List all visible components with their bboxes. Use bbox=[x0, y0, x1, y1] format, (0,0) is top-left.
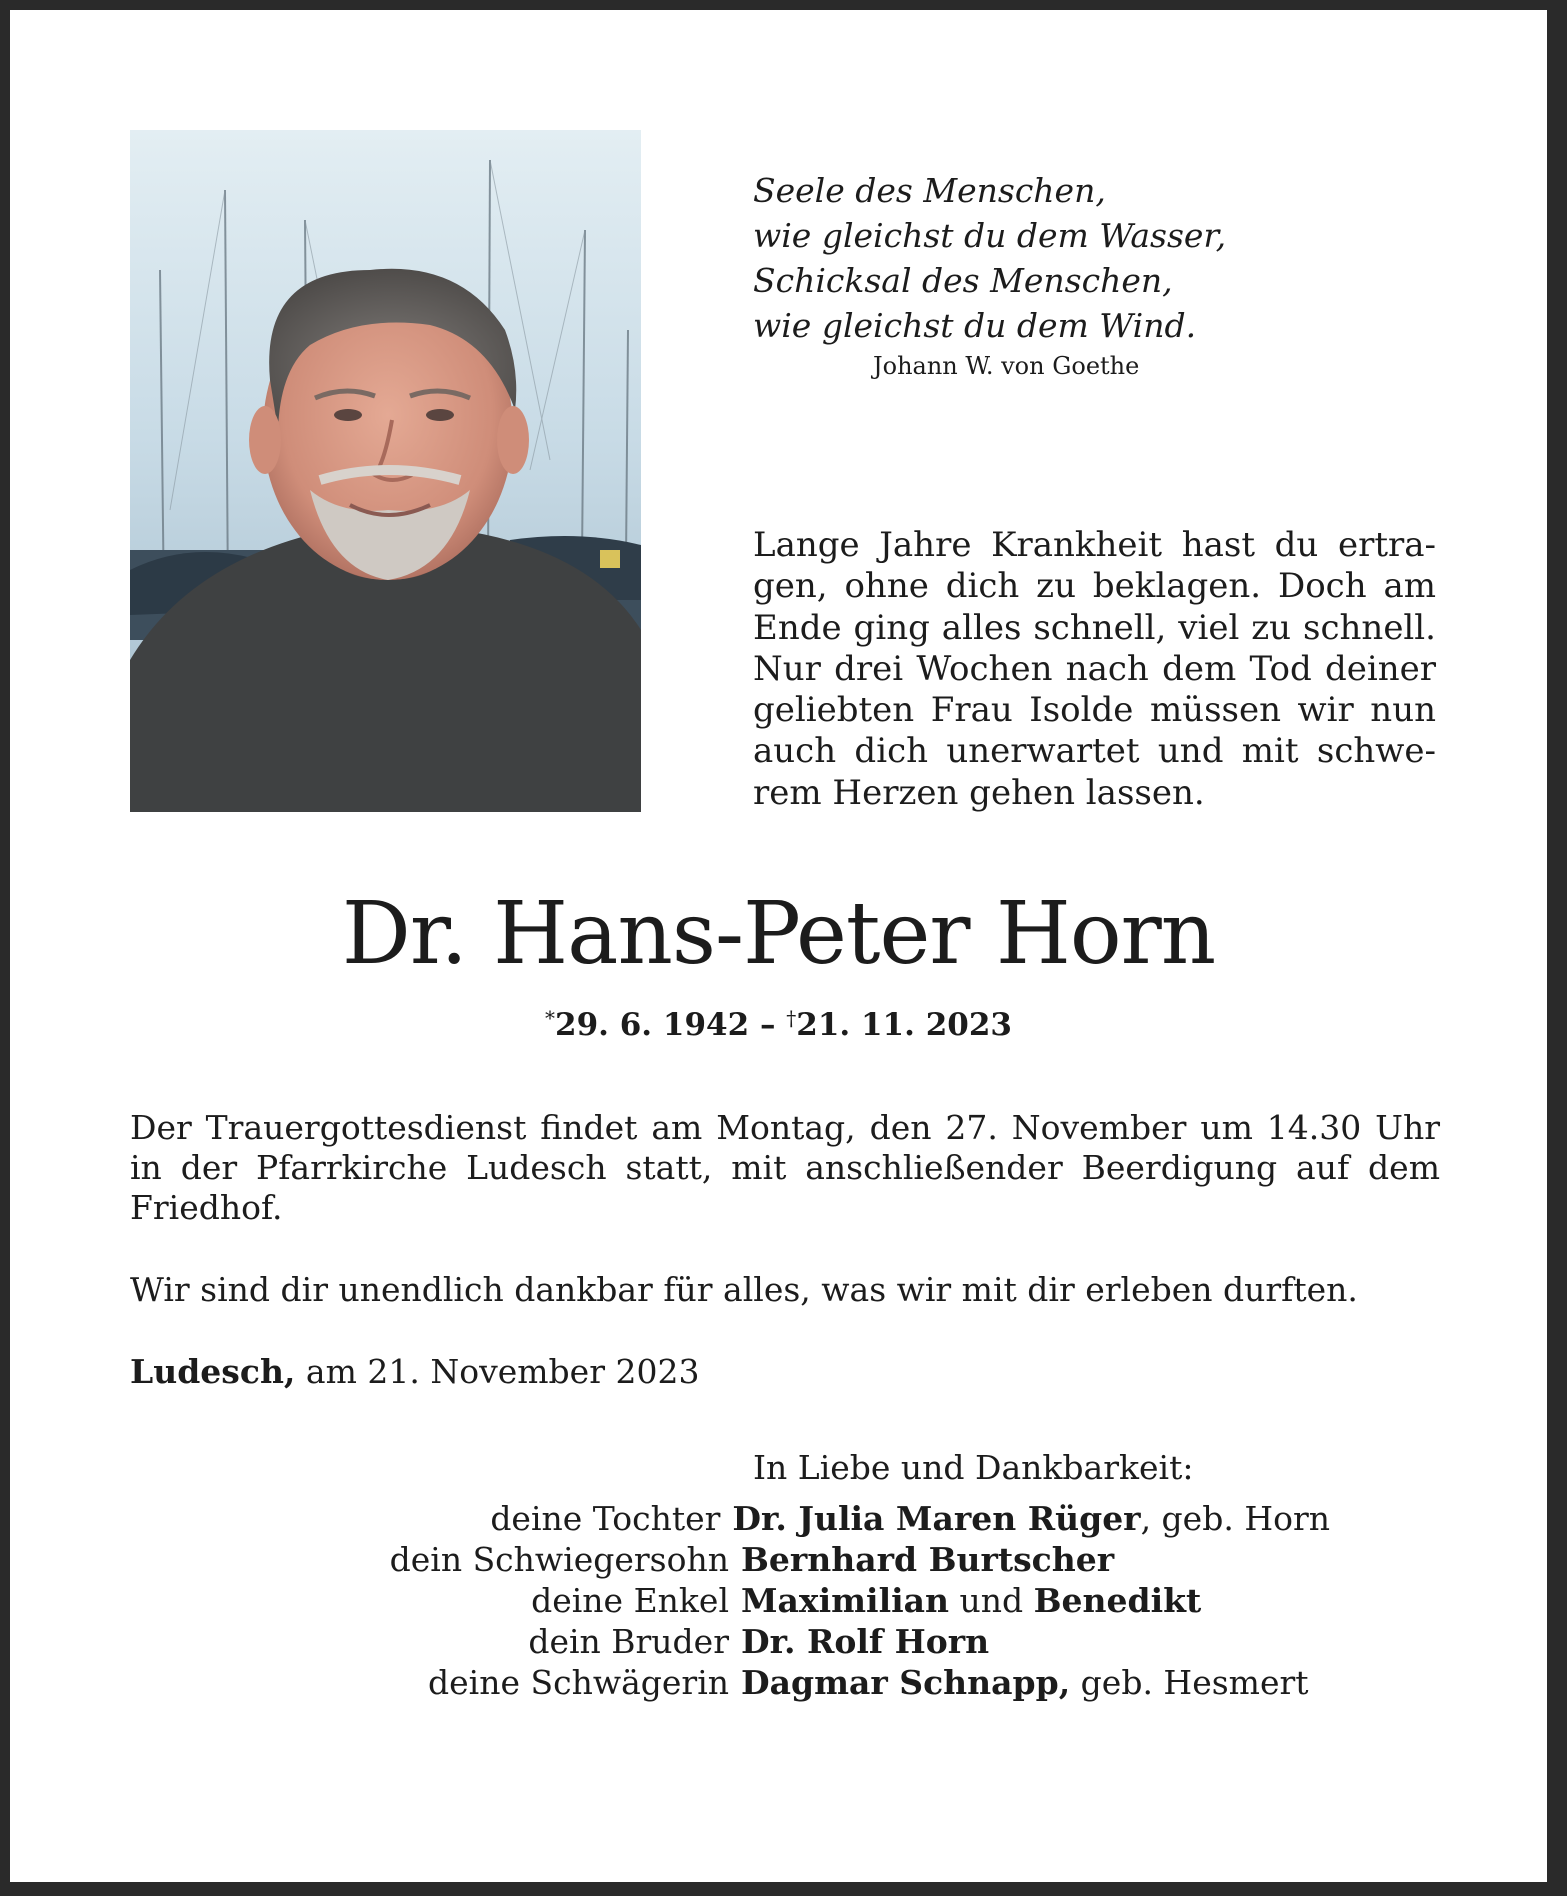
tribute-line: geliebten Frau Isolde müssen wir nun bbox=[753, 690, 1436, 731]
portrait-image bbox=[130, 130, 641, 812]
family-name-bold: Bernhard Burtscher bbox=[741, 1540, 1115, 1579]
family-connector: und bbox=[949, 1581, 1034, 1620]
tribute-line: auch dich unerwartet und mit schwe- bbox=[753, 731, 1436, 772]
service-line: Friedhof. bbox=[130, 1188, 283, 1227]
portrait-photo bbox=[130, 130, 641, 812]
family-name-bold: Benedikt bbox=[1033, 1581, 1202, 1620]
place-town: Ludesch, bbox=[130, 1352, 296, 1391]
poem-line: wie gleichst du dem Wind. bbox=[753, 306, 1197, 345]
poem-author: Johann W. von Goethe bbox=[873, 352, 1140, 380]
birth-date: 29. 6. 1942 bbox=[555, 1007, 750, 1043]
family-intro: In Liebe und Dankbarkeit: bbox=[753, 1448, 1194, 1487]
death-symbol: † bbox=[786, 1006, 797, 1030]
family-relation: dein Schwiegersohn bbox=[389, 1540, 729, 1579]
tribute-line: Ende ging alles schnell, viel zu schnell. bbox=[753, 607, 1436, 648]
family-name bbox=[741, 1662, 1309, 1703]
family-name bbox=[741, 1621, 989, 1662]
place-date bbox=[130, 1352, 699, 1391]
tribute-line: Nur drei Wochen nach dem Tod deiner bbox=[753, 648, 1436, 689]
tribute-line: rem Herzen gehen lassen. bbox=[753, 772, 1205, 813]
family-relation: deine Tochter bbox=[490, 1499, 721, 1538]
family-name-bold: Dagmar Schnapp, bbox=[741, 1663, 1071, 1702]
family-name-bold: Maximilian bbox=[741, 1581, 950, 1620]
poem-line: Schicksal des Menschen, bbox=[753, 261, 1173, 300]
poem-line: Seele des Menschen, bbox=[753, 171, 1106, 210]
family-name bbox=[732, 1498, 1330, 1539]
service-line: Der Trauergottesdienst findet am Montag, den 27. November um 14.30 Uhr bbox=[130, 1108, 1440, 1147]
tribute-line: gen, ohne dich zu beklagen. Doch am bbox=[753, 566, 1436, 607]
family-list bbox=[130, 1498, 1330, 1703]
life-dates bbox=[10, 1006, 1547, 1043]
death-date: 21. 11. 2023 bbox=[796, 1007, 1012, 1043]
poem-line: wie gleichst du dem Wasser, bbox=[753, 216, 1227, 255]
family-member bbox=[130, 1539, 1330, 1580]
date-separator: – bbox=[749, 1007, 787, 1043]
family-member bbox=[130, 1662, 1330, 1703]
deceased-name: Dr. Hans-Peter Horn bbox=[341, 884, 1216, 984]
family-name-bold: Dr. Rolf Horn bbox=[741, 1622, 990, 1661]
family-member bbox=[130, 1498, 1330, 1539]
family-relation: dein Bruder bbox=[528, 1622, 729, 1661]
family-name-bold: Dr. Julia Maren Rüger bbox=[732, 1499, 1141, 1538]
family-suffix: geb. Hesmert bbox=[1070, 1663, 1309, 1702]
family-member bbox=[130, 1580, 1330, 1621]
family-relation: deine Schwägerin bbox=[428, 1663, 729, 1702]
family-suffix: , geb. Horn bbox=[1140, 1499, 1330, 1538]
tribute-line: Lange Jahre Krankheit hast du ertra- bbox=[753, 525, 1436, 565]
family-name bbox=[741, 1580, 1201, 1621]
family-relation: deine Enkel bbox=[531, 1581, 729, 1620]
place-date-text: am 21. November 2023 bbox=[295, 1352, 700, 1391]
family-member bbox=[130, 1621, 1330, 1662]
tribute-text bbox=[753, 525, 1436, 814]
thanks-text: Wir sind dir unendlich dankbar für alles, was wir mit dir erleben durften. bbox=[130, 1270, 1358, 1309]
birth-symbol: * bbox=[545, 1006, 555, 1030]
funeral-service-text bbox=[130, 1108, 1440, 1228]
obituary-page bbox=[10, 10, 1547, 1882]
service-line: in der Pfarrkirche Ludesch statt, mit anschließender Beerdigung auf dem bbox=[130, 1148, 1440, 1187]
family-name bbox=[741, 1539, 1114, 1580]
poem bbox=[753, 168, 1233, 348]
